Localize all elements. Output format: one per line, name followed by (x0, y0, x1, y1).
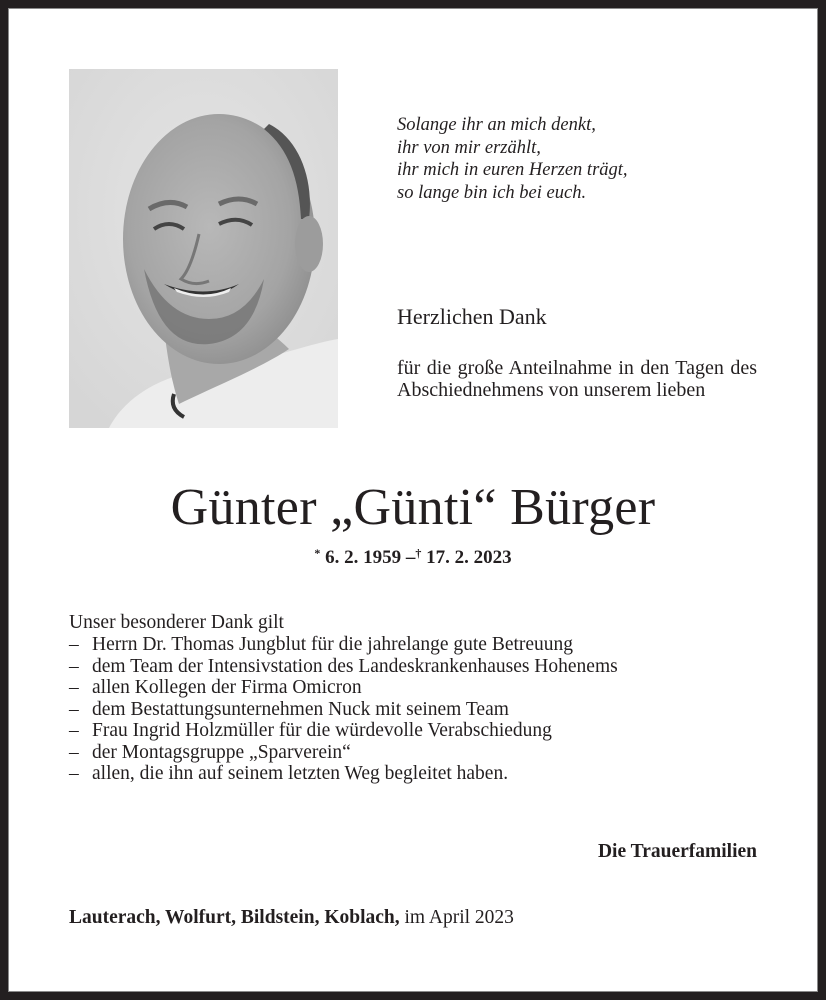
dash-bullet: – (69, 634, 79, 655)
place-and-date (69, 906, 514, 930)
memorial-poem (397, 114, 628, 204)
dash-bullet: – (69, 763, 79, 784)
birth-symbol: * (314, 546, 321, 560)
dash-bullet: – (69, 655, 79, 677)
list-item (69, 742, 618, 764)
list-item-text: der Montagsgruppe „Sparverein“ (92, 741, 351, 763)
portrait-image (69, 69, 338, 428)
poem-line: so lange bin ich bei euch. (397, 182, 587, 203)
list-item-text: Herrn Dr. Thomas Jungblut für die jahrelange gute Betreuung (92, 634, 574, 655)
special-thanks-intro: Unser besonderer Dank gilt (69, 612, 284, 633)
date: im April 2023 (404, 907, 514, 928)
signature: Die Trauerfamilien (597, 841, 757, 862)
dash-bullet: – (69, 698, 79, 720)
dash-bullet: – (69, 720, 79, 741)
list-item-text: Frau Ingrid Holzmüller für die würdevolle Verabschiedung (92, 720, 552, 741)
special-thanks-list (69, 634, 618, 785)
deceased-name: Günter „Günti“ Bürger (170, 479, 656, 536)
list-item (69, 677, 618, 699)
birth-date: 6. 2. 1959 (325, 547, 402, 568)
thanks-text: für die große Anteilnahme in den Tagen des Abschiednehmens von unserem lieben (397, 357, 757, 401)
life-dates (8, 541, 818, 570)
death-date: 17. 2. 2023 (426, 547, 512, 568)
list-item-text: allen Kollegen der Firma Omicron (92, 677, 362, 698)
list-item (69, 720, 618, 742)
date-separator: – (405, 547, 416, 568)
dash-bullet: – (69, 677, 79, 698)
poem-line: ihr von mir erzählt, (397, 137, 541, 158)
places: Lauterach, Wolfurt, Bildstein, Koblach, (69, 907, 400, 928)
list-item (69, 656, 618, 678)
portrait-photo (69, 69, 338, 428)
poem-line: ihr mich in euren Herzen trägt, (397, 160, 628, 180)
thanks-heading: Herzlichen Dank (397, 304, 547, 329)
list-item (69, 634, 618, 656)
list-item (69, 699, 618, 721)
list-item-text: dem Bestattungsunternehmen Nuck mit seinem Team (92, 698, 509, 720)
death-symbol: † (415, 546, 422, 560)
poem-line: Solange ihr an mich denkt, (397, 115, 596, 135)
dash-bullet: – (69, 741, 79, 763)
list-item-text: allen, die ihn auf seinem letzten Weg begleitet haben. (92, 763, 509, 784)
list-item-text: dem Team der Intensivstation des Landeskrankenhauses Hohenems (92, 655, 618, 677)
list-item (69, 763, 618, 785)
obituary-notice (8, 8, 818, 992)
